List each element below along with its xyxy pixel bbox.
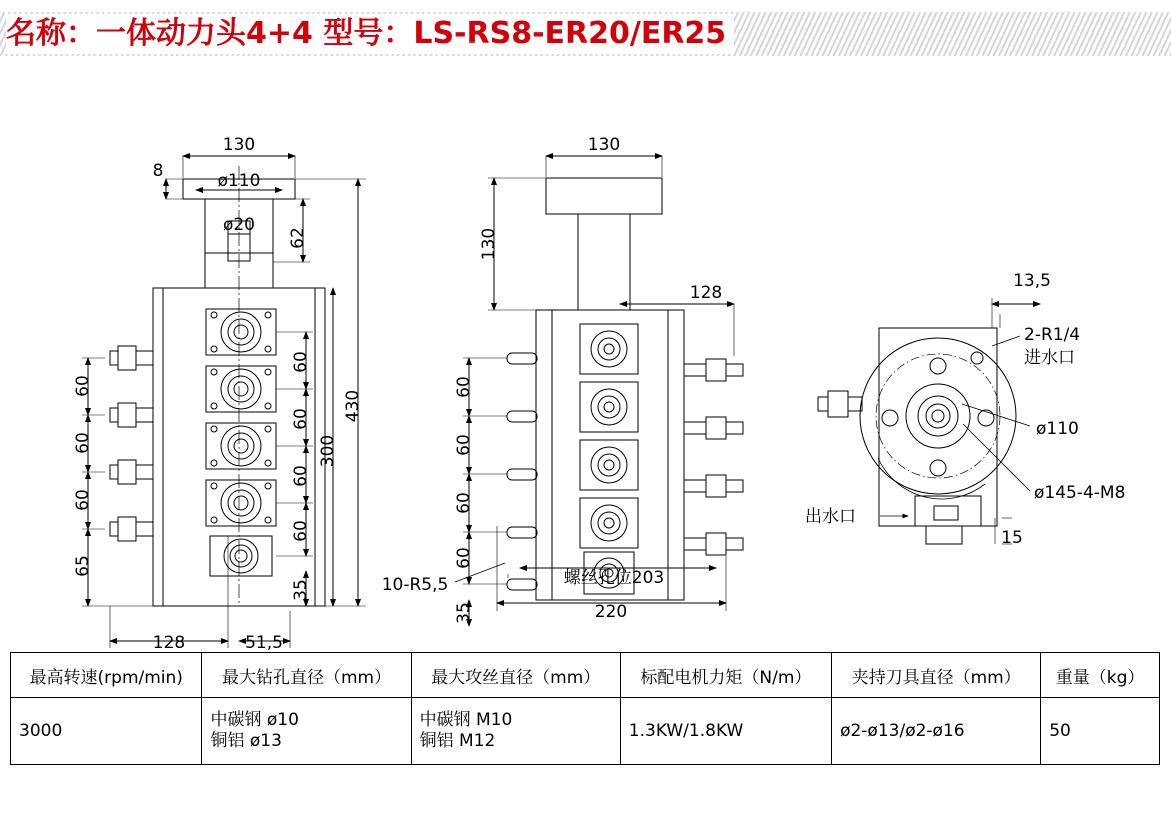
dim-side-pitch-3: 60 — [454, 492, 474, 514]
dim-front-bottom-35: 35 — [291, 579, 311, 601]
table-row — [11, 698, 1160, 765]
cell-drill-line1: 中碳钢 ø10 — [210, 709, 299, 730]
dim-front-total-h: 430 — [343, 389, 363, 423]
spec-table-header-row — [11, 653, 1160, 698]
col-header-weight: 重量（kg） — [1041, 653, 1160, 698]
dim-side-pitch-2: 60 — [454, 434, 474, 456]
spec-table — [10, 652, 1160, 765]
dim-side-pitch-4: 60 — [454, 547, 474, 569]
dim-front-pitch-3: 60 — [73, 489, 93, 511]
dim-front-pitch-r3: 60 — [291, 465, 311, 487]
dim-front-flange-dia: ø110 — [217, 171, 261, 191]
dim-side-screw-hole: 螺丝孔位203 — [563, 568, 665, 588]
dim-top-bolt-circle: ø145-4-M8 — [1034, 483, 1126, 503]
dim-front-flange-thk: 8 — [152, 161, 164, 181]
drawing-canvas — [0, 66, 1171, 653]
cell-tap-line2: 铜铝 M12 — [419, 731, 496, 751]
technical-drawing — [0, 66, 1171, 653]
dim-front-body-h: 300 — [318, 434, 338, 468]
cell-motor: 1.3KW/1.8KW — [620, 698, 831, 765]
dim-side-pitch-1: 60 — [454, 376, 474, 398]
dim-front-pitch-1: 60 — [73, 375, 93, 397]
cell-drill-line2: 铜铝 ø13 — [210, 731, 282, 751]
dim-side-total-w: 220 — [594, 602, 628, 622]
col-header-speed: 最高转速(rpm/min) — [11, 653, 202, 698]
dim-top-outlet: 出水口 — [805, 507, 856, 527]
cell-tap-line1: 中碳钢 M10 — [419, 709, 513, 730]
cell-speed: 3000 — [11, 698, 202, 765]
cell-weight: 50 — [1041, 698, 1160, 765]
dim-front-neck-len: 62 — [288, 227, 308, 249]
dim-front-pitch-r4: 60 — [291, 520, 311, 542]
dim-front-base-w2: 51,5 — [245, 633, 283, 653]
cell-tap — [411, 698, 620, 765]
dim-front-width-top: 130 — [222, 135, 256, 155]
dim-front-pitch-r2: 60 — [291, 408, 311, 430]
dim-top-r14: 2-R1/4 — [1024, 325, 1081, 345]
dim-side-radius: 10-R5,5 — [381, 575, 449, 595]
dim-side-neck-h: 130 — [479, 227, 499, 261]
side-view — [455, 156, 743, 626]
dim-top-135: 13,5 — [1013, 271, 1051, 291]
col-header-tool: 夹持刀具直径（mm） — [832, 653, 1041, 698]
header — [0, 0, 1171, 66]
dim-top-dia110: ø110 — [1036, 419, 1079, 439]
dim-side-width-top: 130 — [587, 135, 621, 155]
col-header-motor: 标配电机力矩（N/m） — [620, 653, 831, 698]
dim-front-pitch-2: 60 — [73, 432, 93, 454]
dim-top-inlet: 进水口 — [1024, 348, 1075, 368]
dim-front-base-w: 128 — [152, 633, 186, 653]
dim-front-pitch-4: 65 — [73, 555, 93, 577]
dim-side-body-w: 128 — [689, 283, 723, 303]
dim-top-15: 15 — [1001, 528, 1023, 548]
col-header-drill: 最大钻孔直径（mm） — [202, 653, 411, 698]
dim-front-pitch-r1: 60 — [291, 351, 311, 373]
cell-tool: ø2-ø13/ø2-ø16 — [832, 698, 1041, 765]
col-header-tap: 最大攻丝直径（mm） — [411, 653, 620, 698]
dim-side-bottom-35: 35 — [454, 602, 474, 624]
page-title: 名称：一体动力头4+4 型号：LS-RS8-ER20/ER25 — [6, 14, 734, 54]
dim-front-shaft-dia: ø20 — [222, 215, 256, 235]
cell-drill — [202, 698, 411, 765]
